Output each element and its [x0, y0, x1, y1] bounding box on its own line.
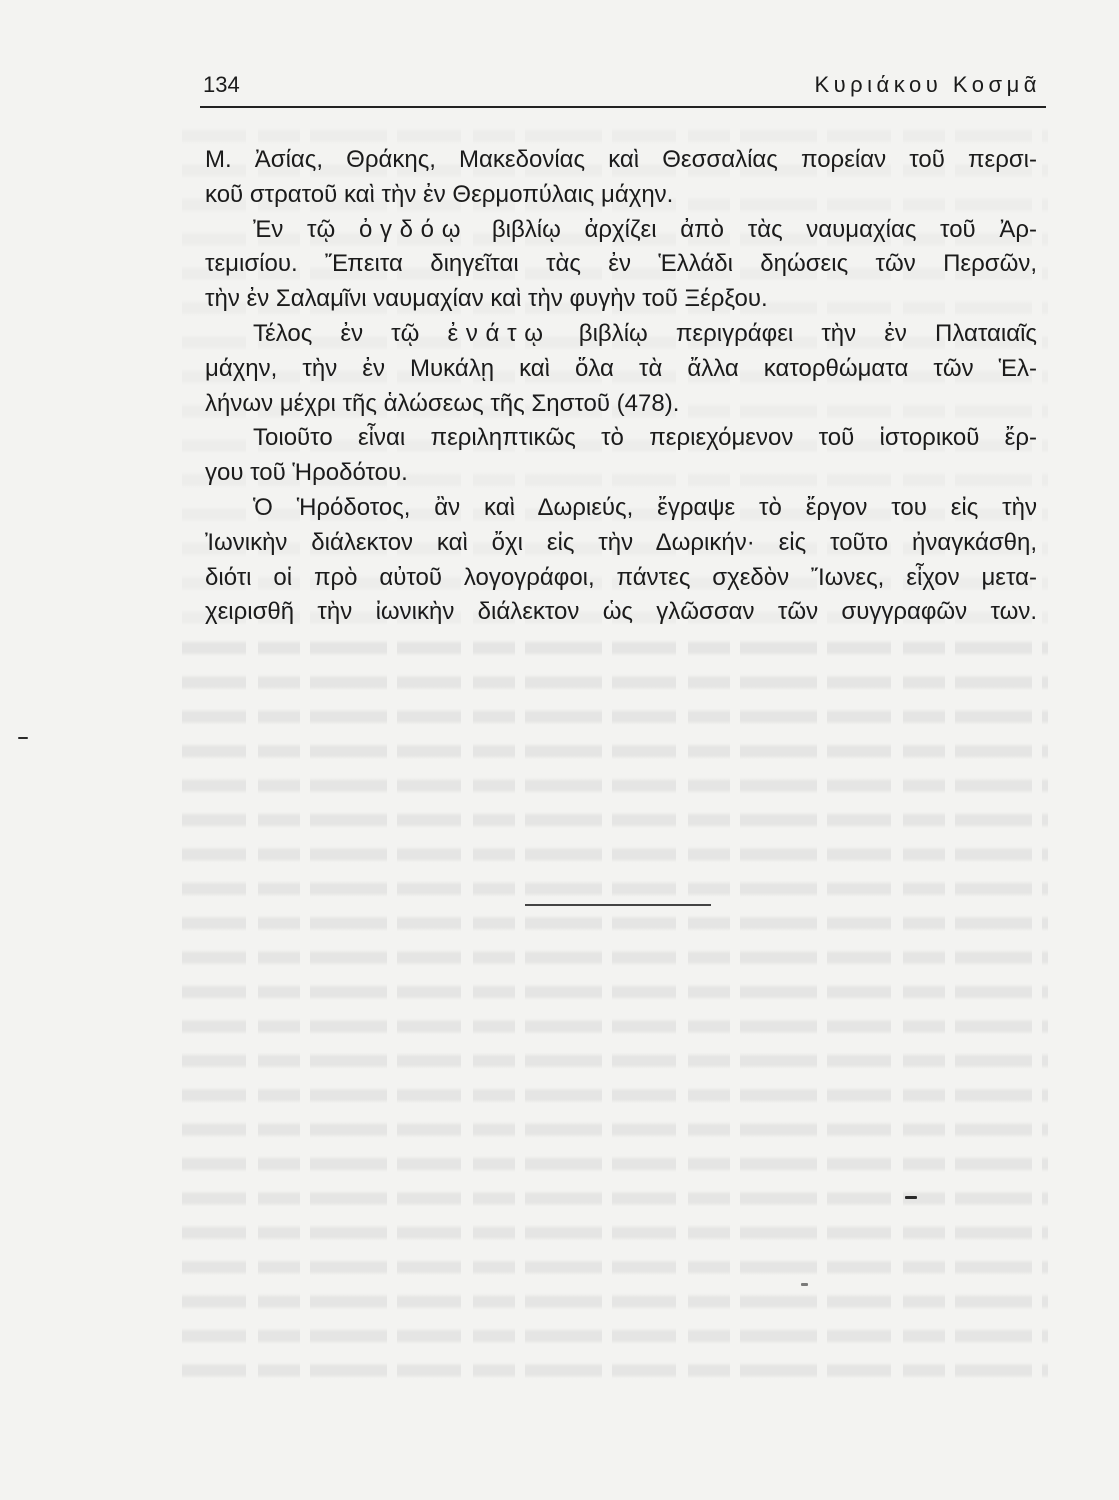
- text-segment: βιβλίῳ ἀρχίζει ἀπὸ τὰς ναυμαχίας τοῦ Ἀρ-: [468, 215, 1038, 243]
- text-line: τεμισίου. Ἔπειτα διηγεῖται τὰς ἐν Ἑλλάδι δηώσεις τῶν Περσῶν,: [205, 250, 1037, 278]
- text-line: κοῦ στρατοῦ καὶ τὴν ἐν Θερμοπύλαις μάχην.: [205, 180, 674, 208]
- paragraph: [205, 213, 1037, 317]
- text-line: διότι οἱ πρὸ αὐτοῦ λογογράφοι, πάντες σχεδὸν Ἴωνες, εἶχον μετα-: [205, 563, 1037, 591]
- ink-speck: [801, 1283, 808, 1286]
- ink-speck: [18, 737, 28, 739]
- header-rule: [200, 106, 1046, 108]
- text-line: τὴν ἐν Σαλαμῖνι ναυμαχίαν καὶ τὴν φυγὴν τοῦ Ξέρξου.: [205, 285, 768, 313]
- text-line: χειρισθῆ τὴν ἰωνικὴν διάλεκτον ὡς γλῶσσαν τῶν συγγραφῶν των.: [205, 598, 1037, 626]
- running-title: Κυριάκου Κοσμᾶ: [814, 72, 1041, 97]
- text-line: Μ. Ἀσίας, Θράκης, Μακεδονίας καὶ Θεσσαλίας πορείαν τοῦ περσι-: [205, 146, 1037, 173]
- letterspaced-word: ἐνάτῳ: [447, 319, 551, 347]
- paragraph: [205, 491, 1037, 630]
- paragraph: [205, 317, 1037, 421]
- text-line: Ἰωνικὴν διάλεκτον καὶ ὄχι εἰς τὴν Δωρικήν· εἰς τοῦτο ἠναγκάσθη,: [205, 528, 1037, 556]
- text-line: [205, 317, 1037, 352]
- text-line: λήνων μέχρι τῆς ἁλώσεως τῆς Σηστοῦ (478).: [205, 389, 680, 417]
- ink-speck: [905, 1196, 917, 1199]
- text-segment: Ἐν τῷ: [253, 215, 359, 243]
- body-text: [205, 143, 1037, 630]
- text-line: Τοιοῦτο εἶναι περιληπτικῶς τὸ περιεχόμενον τοῦ ἱστορικοῦ ἔρ-: [253, 424, 1037, 452]
- paragraph: [205, 421, 1037, 491]
- section-divider: [525, 904, 711, 906]
- page-number: 134: [203, 72, 240, 97]
- letterspaced-word: ὀγδόῳ: [358, 215, 469, 243]
- text-line: [205, 213, 1037, 248]
- text-line: μάχην, τὴν ἐν Μυκάλῃ καὶ ὅλα τὰ ἄλλα κατορθώματα τῶν Ἑλ-: [205, 354, 1037, 382]
- text-line: γου τοῦ Ἡροδότου.: [205, 459, 408, 487]
- text-line: Ὁ Ἡρόδοτος, ἂν καὶ Δωριεύς, ἔγραψε τὸ ἔργον του εἰς τὴν: [253, 493, 1037, 521]
- show-through-texture: [182, 630, 1048, 1390]
- text-segment: βιβλίῳ περιγράφει τὴν ἐν Πλαταιαῖς: [550, 319, 1037, 347]
- text-segment: Τέλος ἐν τῷ: [253, 319, 448, 347]
- paragraph: [205, 143, 1037, 213]
